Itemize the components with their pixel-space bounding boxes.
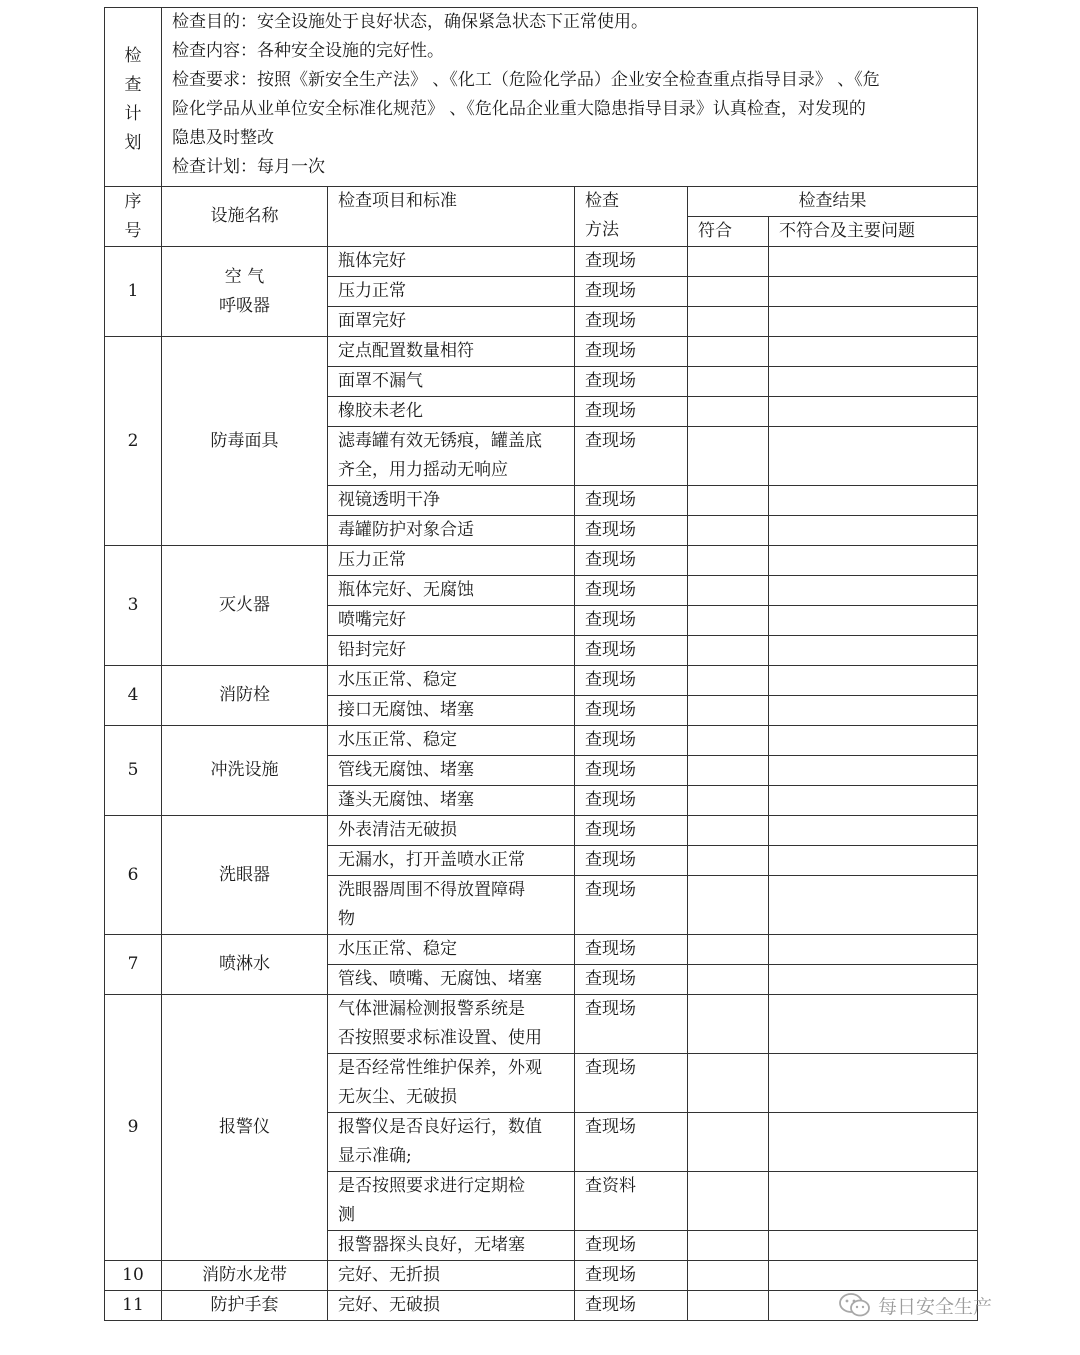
method-cell: 查现场: [575, 666, 688, 696]
check-item-cell: [328, 576, 575, 606]
result-issue-cell[interactable]: [769, 516, 978, 546]
seq-cell: 2: [105, 337, 162, 546]
method-cell: 查现场: [575, 307, 688, 337]
result-issue-cell[interactable]: [769, 576, 978, 606]
check-item-cell: [328, 876, 575, 935]
result-issue-cell[interactable]: [769, 397, 978, 427]
check-item-cell: [328, 636, 575, 666]
check-item-text: 外表清洁无破损: [338, 820, 457, 840]
result-ok-cell[interactable]: [688, 636, 769, 666]
check-item-text: 管线无腐蚀、堵塞: [338, 760, 474, 780]
check-item-text: 完好、无折损: [338, 1265, 440, 1285]
inspection-table: [104, 7, 978, 1321]
header-seq-char: 序: [124, 191, 142, 212]
check-item-cell: [328, 965, 575, 995]
method-cell: 查现场: [575, 935, 688, 965]
check-item-cell: [328, 786, 575, 816]
result-ok-cell[interactable]: [688, 277, 769, 307]
result-issue-cell[interactable]: [769, 756, 978, 786]
result-issue-cell[interactable]: [769, 1231, 978, 1261]
method-cell: 查现场: [575, 427, 688, 486]
result-ok-cell[interactable]: [688, 846, 769, 876]
result-ok-cell[interactable]: [688, 1113, 769, 1172]
check-item-text: 报警器探头良好，无堵塞: [338, 1235, 525, 1255]
check-item-cell: [328, 337, 575, 367]
check-item-cell: [328, 1261, 575, 1291]
method-cell: 查现场: [575, 367, 688, 397]
result-issue-cell[interactable]: [769, 965, 978, 995]
method-cell: 查现场: [575, 546, 688, 576]
result-ok-cell[interactable]: [688, 876, 769, 935]
facility-name: 空 气: [224, 266, 265, 287]
method-cell: 查现场: [575, 486, 688, 516]
check-item-cell: [328, 486, 575, 516]
result-ok-cell[interactable]: [688, 995, 769, 1054]
check-item-text: 报警仪是否良好运行，数值: [338, 1117, 542, 1137]
result-ok-cell[interactable]: [688, 756, 769, 786]
result-ok-cell[interactable]: [688, 1261, 769, 1291]
check-item-cell: [328, 846, 575, 876]
result-ok-cell[interactable]: [688, 726, 769, 756]
plan-line: 检查内容：各种安全设施的完好性。: [172, 41, 444, 61]
result-ok-cell[interactable]: [688, 576, 769, 606]
result-ok-cell[interactable]: [688, 696, 769, 726]
check-item-text: 瓶体完好、无腐蚀: [338, 580, 474, 600]
result-issue-cell[interactable]: [769, 726, 978, 756]
method-cell: 查现场: [575, 636, 688, 666]
header-seq-char: 号: [124, 220, 142, 241]
result-ok-cell[interactable]: [688, 427, 769, 486]
facility-name: 喷淋水: [219, 954, 270, 974]
seq-cell: 3: [105, 546, 162, 666]
header-ok: 符合: [688, 217, 769, 247]
check-item-cell: [328, 367, 575, 397]
seq-cell: 10: [105, 1261, 162, 1291]
watermark: [838, 1290, 992, 1320]
check-item-text: 显示准确;: [338, 1146, 412, 1166]
check-item-text: 滤毒罐有效无锈痕，罐盖底: [338, 431, 542, 451]
table-row: [105, 995, 978, 1054]
check-item-text: 测: [338, 1205, 355, 1225]
check-item-text: 铅封完好: [338, 640, 406, 660]
seq-cell: 1: [105, 247, 162, 337]
result-issue-cell[interactable]: [769, 1172, 978, 1231]
method-cell: 查现场: [575, 846, 688, 876]
seq-cell: 4: [105, 666, 162, 726]
result-ok-cell[interactable]: [688, 935, 769, 965]
check-item-text: 蓬头无腐蚀、堵塞: [338, 790, 474, 810]
check-item-cell: [328, 666, 575, 696]
result-issue-cell[interactable]: [769, 666, 978, 696]
facility-name: 冲洗设施: [210, 760, 279, 780]
check-item-cell: [328, 816, 575, 846]
check-item-text: 面罩完好: [338, 311, 406, 331]
check-item-cell: [328, 696, 575, 726]
facility-name-cell: [162, 1291, 328, 1321]
check-item-cell: [328, 516, 575, 546]
check-item-cell: [328, 277, 575, 307]
check-item-text: 接口无腐蚀、堵塞: [338, 700, 474, 720]
result-issue-cell[interactable]: [769, 935, 978, 965]
facility-name: 呼吸器: [219, 295, 270, 316]
header-not-ok: 不符合及主要问题: [769, 217, 978, 247]
facility-name: 消防栓: [219, 685, 270, 705]
method-cell: 查现场: [575, 995, 688, 1054]
check-item-text: 定点配置数量相符: [338, 341, 474, 361]
result-ok-cell[interactable]: [688, 486, 769, 516]
facility-name-cell: [162, 1261, 328, 1291]
result-ok-cell[interactable]: [688, 666, 769, 696]
check-item-text: 洗眼器周围不得放置障碍: [338, 880, 525, 900]
check-item-text: 压力正常: [338, 550, 406, 570]
facility-name: 洗眼器: [219, 864, 270, 885]
method-cell: 查现场: [575, 606, 688, 636]
header-result: 检查结果: [688, 187, 978, 217]
facility-name-cell: [162, 337, 328, 546]
check-item-text: 面罩不漏气: [338, 371, 423, 391]
method-cell: 查现场: [575, 337, 688, 367]
result-issue-cell[interactable]: [769, 786, 978, 816]
result-ok-cell[interactable]: [688, 816, 769, 846]
method-cell: 查现场: [575, 397, 688, 427]
result-ok-cell[interactable]: [688, 367, 769, 397]
facility-name-cell: [162, 247, 328, 337]
facility-name: 防毒面具: [210, 430, 279, 451]
seq-cell: 6: [105, 816, 162, 935]
header-row-1: [105, 187, 978, 217]
method-cell: 查资料: [575, 1172, 688, 1231]
result-ok-cell[interactable]: [688, 965, 769, 995]
method-cell: 查现场: [575, 1113, 688, 1172]
result-issue-cell[interactable]: [769, 277, 978, 307]
check-item-cell: [328, 1113, 575, 1172]
check-item-cell: [328, 1231, 575, 1261]
result-issue-cell[interactable]: [769, 696, 978, 726]
check-item-cell: [328, 247, 575, 277]
result-issue-cell[interactable]: [769, 367, 978, 397]
check-item-text: 完好、无破损: [338, 1295, 440, 1315]
method-cell: 查现场: [575, 816, 688, 846]
seq-cell: 5: [105, 726, 162, 816]
method-cell: 查现场: [575, 247, 688, 277]
method-cell: 查现场: [575, 1261, 688, 1291]
check-item-cell: [328, 756, 575, 786]
result-ok-cell[interactable]: [688, 516, 769, 546]
header-item: 检查项目和标准: [328, 187, 575, 247]
method-cell: 查现场: [575, 1231, 688, 1261]
method-cell: 查现场: [575, 516, 688, 546]
facility-name-cell: [162, 816, 328, 935]
result-issue-cell[interactable]: [769, 1261, 978, 1291]
check-item-text: 水压正常、稳定: [338, 939, 457, 959]
facility-name-cell: [162, 546, 328, 666]
check-item-text: 无灰尘、无破损: [338, 1087, 457, 1107]
table-row: [105, 1261, 978, 1291]
result-issue-cell[interactable]: [769, 1054, 978, 1113]
result-ok-cell[interactable]: [688, 786, 769, 816]
plan-line: 隐患及时整改: [172, 128, 274, 148]
plan-label-char: 检: [124, 46, 142, 66]
result-ok-cell[interactable]: [688, 337, 769, 367]
table-row: [105, 935, 978, 965]
check-item-text: 物: [338, 909, 355, 929]
result-issue-cell[interactable]: [769, 636, 978, 666]
table-row: [105, 337, 978, 367]
check-item-text: 管线、喷嘴、无腐蚀、堵塞: [338, 969, 542, 989]
plan-label: [105, 8, 162, 187]
facility-name: 防护手套: [210, 1295, 279, 1315]
result-ok-cell[interactable]: [688, 606, 769, 636]
result-issue-cell[interactable]: [769, 337, 978, 367]
method-cell: 查现场: [575, 756, 688, 786]
facility-name-cell: [162, 726, 328, 816]
result-ok-cell[interactable]: [688, 247, 769, 277]
result-issue-cell[interactable]: [769, 816, 978, 846]
result-ok-cell[interactable]: [688, 307, 769, 337]
result-ok-cell[interactable]: [688, 1054, 769, 1113]
wechat-icon: [838, 1292, 872, 1318]
check-item-cell: [328, 1291, 575, 1321]
table-row: [105, 247, 978, 277]
method-cell: 查现场: [575, 696, 688, 726]
plan-line: 检查计划：每月一次: [172, 157, 325, 177]
facility-name-cell: [162, 995, 328, 1261]
plan-body: [162, 8, 978, 187]
check-item-cell: [328, 935, 575, 965]
check-item-cell: [328, 1172, 575, 1231]
result-ok-cell[interactable]: [688, 1231, 769, 1261]
method-cell: 查现场: [575, 786, 688, 816]
method-cell: 查现场: [575, 277, 688, 307]
header-seq: [105, 187, 162, 247]
check-item-cell: [328, 427, 575, 486]
seq-cell: 11: [105, 1291, 162, 1321]
seq-cell: 9: [105, 995, 162, 1261]
method-cell: 查现场: [575, 965, 688, 995]
check-item-text: 气体泄漏检测报警系统是: [338, 999, 525, 1019]
plan-label-char: 划: [124, 133, 142, 153]
check-item-text: 视镜透明干净: [338, 490, 440, 510]
check-item-cell: [328, 1054, 575, 1113]
check-item-cell: [328, 397, 575, 427]
check-item-text: 无漏水，打开盖喷水正常: [338, 850, 525, 870]
method-cell: 查现场: [575, 726, 688, 756]
header-method: 检查 方法: [575, 187, 688, 247]
facility-name: 灭火器: [219, 595, 270, 615]
facility-name-cell: [162, 935, 328, 995]
result-issue-cell[interactable]: [769, 247, 978, 277]
plan-line: 险化学品从业单位安全标准化规范》 、《危化品企业重大隐患指导目录》认真检查，对发现的: [172, 99, 866, 119]
result-ok-cell[interactable]: [688, 1172, 769, 1231]
result-issue-cell[interactable]: [769, 846, 978, 876]
table-row: [105, 726, 978, 756]
plan-line: 检查目的：安全设施处于良好状态，确保紧急状态下正常使用。: [172, 12, 648, 32]
result-issue-cell[interactable]: [769, 1113, 978, 1172]
method-cell: 查现场: [575, 876, 688, 935]
method-cell: 查现场: [575, 1291, 688, 1321]
result-issue-cell[interactable]: [769, 876, 978, 935]
result-issue-cell[interactable]: [769, 307, 978, 337]
check-item-text: 橡胶未老化: [338, 401, 423, 421]
facility-name: 报警仪: [219, 1117, 270, 1137]
check-item-text: 齐全，用力摇动无响应: [338, 460, 508, 480]
plan-label-char: 计: [124, 104, 142, 124]
check-item-cell: [328, 546, 575, 576]
check-item-text: 水压正常、稳定: [338, 730, 457, 750]
table-row: [105, 666, 978, 696]
facility-name-cell: [162, 666, 328, 726]
check-item-text: 瓶体完好: [338, 251, 406, 271]
result-issue-cell[interactable]: [769, 995, 978, 1054]
header-name: 设施名称: [162, 187, 328, 247]
plan-label-char: 查: [124, 75, 142, 95]
facility-name: 消防水龙带: [202, 1265, 287, 1285]
result-ok-cell[interactable]: [688, 546, 769, 576]
result-issue-cell[interactable]: [769, 486, 978, 516]
check-item-text: 水压正常、稳定: [338, 670, 457, 690]
plan-row: [105, 8, 978, 187]
table-row: [105, 816, 978, 846]
table-row: [105, 546, 978, 576]
result-ok-cell[interactable]: [688, 1291, 769, 1321]
plan-line: 检查要求：按照《新安全生产法》 、《化工（危险化学品）企业安全检查重点指导目录》 、《危: [172, 70, 880, 90]
check-item-text: 毒罐防护对象合适: [338, 520, 474, 540]
method-cell: 查现场: [575, 1054, 688, 1113]
check-item-text: 喷嘴完好: [338, 610, 406, 630]
check-item-text: 是否按照要求进行定期检: [338, 1176, 525, 1196]
method-cell: 查现场: [575, 576, 688, 606]
check-item-text: 压力正常: [338, 281, 406, 301]
result-ok-cell[interactable]: [688, 397, 769, 427]
result-issue-cell[interactable]: [769, 546, 978, 576]
check-item-cell: [328, 726, 575, 756]
check-item-cell: [328, 307, 575, 337]
result-issue-cell[interactable]: [769, 427, 978, 486]
check-item-cell: [328, 995, 575, 1054]
check-item-text: 是否经常性维护保养，外观: [338, 1058, 542, 1078]
check-item-text: 否按照要求标准设置、使用: [338, 1028, 542, 1048]
result-issue-cell[interactable]: [769, 606, 978, 636]
watermark-text: 每日安全生产: [878, 1295, 993, 1318]
seq-cell: 7: [105, 935, 162, 995]
check-item-cell: [328, 606, 575, 636]
